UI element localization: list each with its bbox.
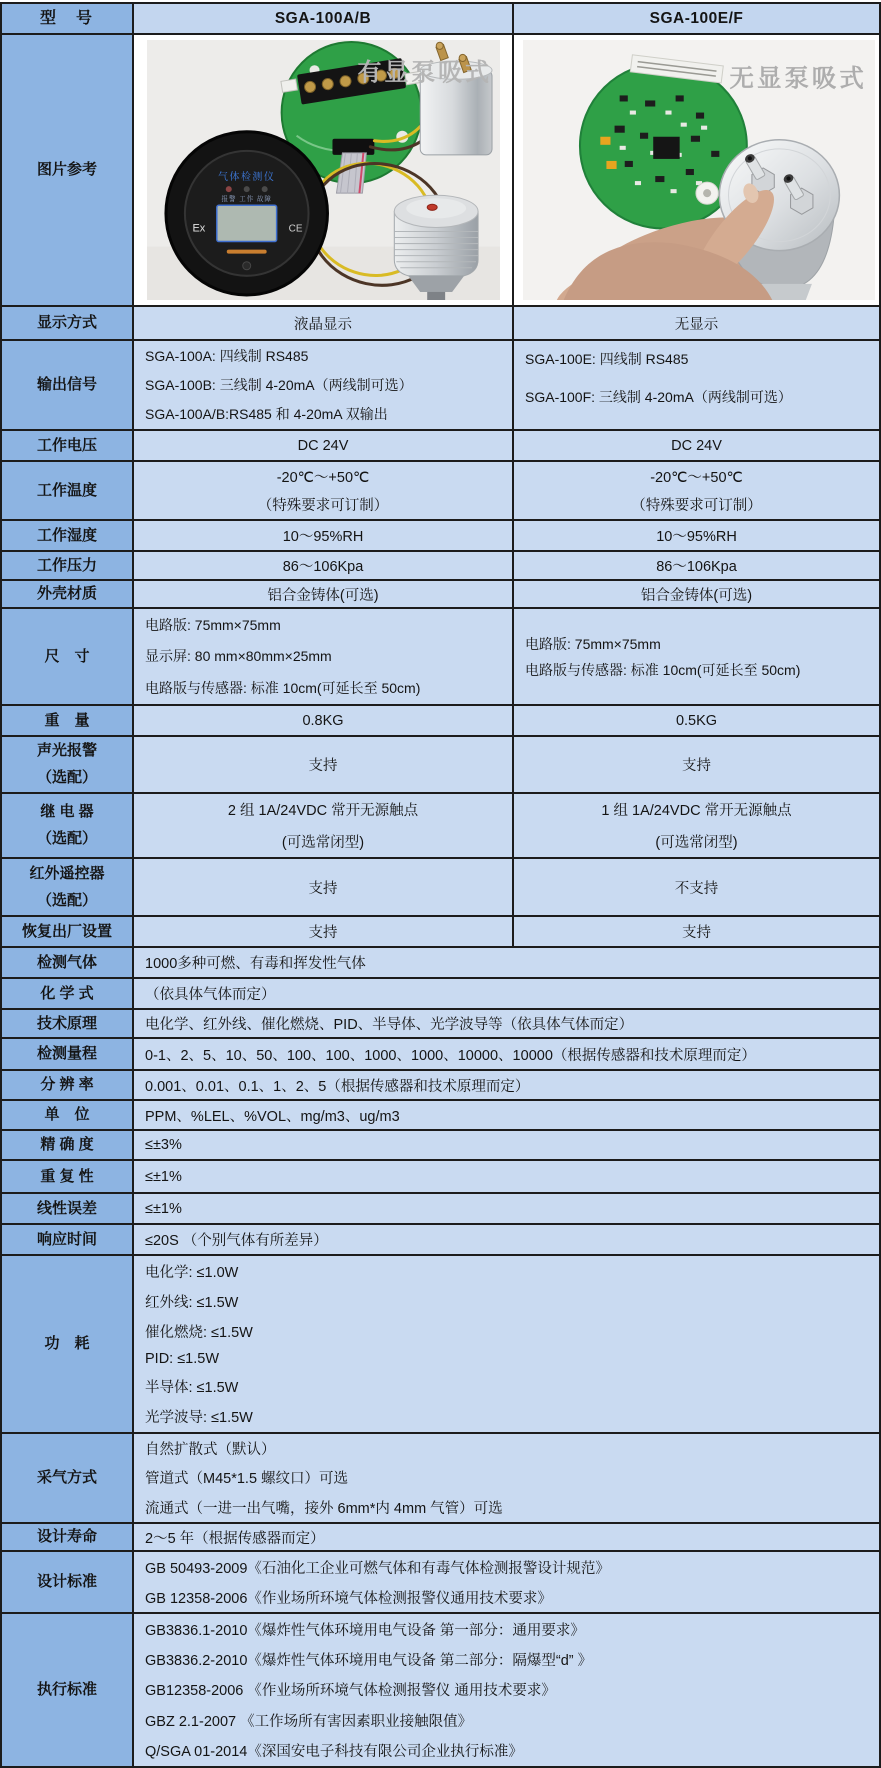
value-line: （特殊要求可订制） bbox=[631, 498, 762, 515]
gas-detector-gauge-illustration bbox=[166, 132, 328, 295]
value-line: （特殊要求可订制） bbox=[257, 498, 389, 515]
row-label: 外壳材质 bbox=[2, 581, 134, 607]
value-line: -20℃～+50℃ bbox=[650, 469, 743, 486]
row-working-humidity bbox=[2, 521, 879, 552]
value-right bbox=[514, 794, 879, 857]
value-line: 红外线: ≤1.5W bbox=[145, 1294, 239, 1311]
watermark-left: 有显泵吸式 bbox=[357, 59, 493, 87]
row-label-line: 继 电 器 bbox=[40, 803, 94, 820]
value-line: GBZ 2.1-2007 《工作场所有害因素职业接触限值》 bbox=[145, 1713, 473, 1730]
header-model-label: 型 号 bbox=[2, 4, 134, 33]
row-value: 0-1、2、5、10、50、100、100、1000、1000、10000、10000（根据传感器和技术原理而定） bbox=[134, 1039, 879, 1069]
row-label: 响应时间 bbox=[2, 1225, 134, 1254]
value-left: 铝合金铸体(可选) bbox=[134, 581, 514, 607]
value-left bbox=[134, 462, 514, 519]
row-accuracy bbox=[2, 1131, 879, 1161]
spec-table bbox=[0, 2, 881, 1768]
value-line: SGA-100A: 四线制 RS485 bbox=[145, 347, 309, 364]
value-left: 支持 bbox=[134, 737, 514, 792]
value-line: 显示屏: 80 mm×80mm×25mm bbox=[145, 648, 332, 665]
value-right: DC 24V bbox=[514, 431, 879, 460]
value-line: 电路版与传感器: 标准 10cm(可延长至 50cm) bbox=[145, 680, 421, 697]
row-value: （依具体气体而定） bbox=[134, 979, 879, 1008]
row-label: 单 位 bbox=[2, 1101, 134, 1129]
row-label: 执行标准 bbox=[2, 1614, 134, 1766]
row-label: 设计寿命 bbox=[2, 1524, 134, 1550]
row-factory-reset bbox=[2, 917, 879, 948]
gauge-ce-mark: CE bbox=[288, 223, 303, 235]
row-label: 精 确 度 bbox=[2, 1131, 134, 1159]
row-value bbox=[134, 1614, 879, 1766]
value-right: 铝合金铸体(可选) bbox=[514, 581, 879, 607]
gauge-maker-text bbox=[227, 250, 267, 254]
value-right: 不支持 bbox=[514, 859, 879, 915]
value-left bbox=[134, 609, 514, 704]
value-line: Q/SGA 01-2014《深国安电子科技有限公司企业执行标准》 bbox=[145, 1744, 523, 1761]
value-left: 支持 bbox=[134, 859, 514, 915]
value-left: 86～106Kpa bbox=[134, 552, 514, 579]
row-label-line: 声光报警 bbox=[36, 742, 97, 759]
value-line: -20℃～+50℃ bbox=[276, 469, 370, 486]
value-line: 2 组 1A/24VDC 常开无源触点 bbox=[227, 803, 419, 820]
watermark-right: 无显泵吸式 bbox=[729, 65, 867, 93]
row-repeatability bbox=[2, 1161, 879, 1194]
row-detected-gas bbox=[2, 948, 879, 979]
row-display-mode bbox=[2, 307, 879, 341]
value-line: 流通式（一进一出气嘴，接外 6mm*内 4mm 气管）可选 bbox=[145, 1500, 503, 1517]
row-label bbox=[2, 737, 134, 792]
row-housing bbox=[2, 581, 879, 609]
value-left: 液晶显示 bbox=[134, 307, 514, 339]
row-label: 重 量 bbox=[2, 706, 134, 735]
value-line: 电路版与传感器: 标准 10cm(可延长至 50cm) bbox=[525, 661, 801, 678]
value-right: 无显示 bbox=[514, 307, 879, 339]
row-label: 采气方式 bbox=[2, 1434, 134, 1522]
row-working-voltage bbox=[2, 431, 879, 462]
row-value bbox=[134, 1434, 879, 1522]
value-right: 86～106Kpa bbox=[514, 552, 879, 579]
product-photo-sga100ef bbox=[523, 40, 875, 300]
value-line: 催化燃烧: ≤1.5W bbox=[145, 1324, 253, 1341]
value-line: 电路版: 75mm×75mm bbox=[525, 635, 661, 652]
row-label: 尺 寸 bbox=[2, 609, 134, 704]
row-output-signal bbox=[2, 341, 879, 431]
row-value: 1000多种可燃、有毒和挥发性气体 bbox=[134, 948, 879, 977]
row-value: ≤±3% bbox=[134, 1131, 879, 1159]
value-line: (可选常闭型) bbox=[281, 834, 365, 851]
row-weight bbox=[2, 706, 879, 737]
row-value: ≤±1% bbox=[134, 1161, 879, 1192]
row-label-line: （选配） bbox=[36, 830, 97, 847]
row-value: 2～5 年（根据传感器而定） bbox=[134, 1524, 879, 1550]
row-sound-light-alarm bbox=[2, 737, 879, 794]
row-label-line: （选配） bbox=[36, 769, 97, 786]
value-line: 电路版: 75mm×75mm bbox=[145, 616, 281, 633]
row-value bbox=[134, 1552, 879, 1612]
value-line: (可选常闭型) bbox=[655, 834, 738, 851]
row-range bbox=[2, 1039, 879, 1071]
row-linearity bbox=[2, 1194, 879, 1225]
value-line: SGA-100B: 三线制 4-20mA（两线制可选） bbox=[145, 376, 413, 393]
row-value: 0.001、0.01、0.1、1、2、5（根据传感器和技术原理而定） bbox=[134, 1071, 879, 1099]
gauge-ex-mark: Ex bbox=[192, 222, 206, 235]
row-label: 线性误差 bbox=[2, 1194, 134, 1223]
gauge-led-labels: 报警 工作 故障 bbox=[221, 196, 272, 204]
row-working-temp bbox=[2, 462, 879, 521]
row-label: 化 学 式 bbox=[2, 979, 134, 1008]
row-value: ≤20S （个别气体有所差异） bbox=[134, 1225, 879, 1254]
row-label: 工作温度 bbox=[2, 462, 134, 519]
row-label: 恢复出厂设置 bbox=[2, 917, 134, 946]
value-line: 管道式（M45*1.5 螺纹口）可选 bbox=[145, 1471, 349, 1488]
product-photo-sga100ab bbox=[147, 40, 500, 300]
row-label: 显示方式 bbox=[2, 307, 134, 339]
row-working-pressure bbox=[2, 552, 879, 581]
image-row bbox=[2, 35, 879, 307]
value-line: GB12358-2006 《作业场所环境气体检测报警仪 通用技术要求》 bbox=[145, 1683, 556, 1700]
row-value: PPM、%LEL、%VOL、mg/m3、ug/m3 bbox=[134, 1101, 879, 1129]
header-model-ef: SGA-100E/F bbox=[514, 4, 879, 33]
value-line: SGA-100F: 三线制 4-20mA（两线制可选） bbox=[525, 389, 792, 405]
row-label: 工作电压 bbox=[2, 431, 134, 460]
value-line: GB 12358-2006《作业场所环境气体检测报警仪通用技术要求》 bbox=[145, 1590, 552, 1607]
value-right: 0.5KG bbox=[514, 706, 879, 735]
photo-cell-left bbox=[134, 35, 514, 305]
row-technology bbox=[2, 1010, 879, 1039]
value-left: 0.8KG bbox=[134, 706, 514, 735]
row-exec-standard bbox=[2, 1614, 879, 1766]
row-response-time bbox=[2, 1225, 879, 1256]
value-line: GB 50493-2009《石油化工企业可燃气体和有毒气体检测报警设计规范》 bbox=[145, 1560, 610, 1577]
row-label: 重 复 性 bbox=[2, 1161, 134, 1192]
row-value bbox=[134, 1256, 879, 1432]
value-line: GB3836.2-2010《爆炸性气体环境用电气设备 第二部分：隔爆型“d” 》 bbox=[145, 1653, 593, 1670]
value-right bbox=[514, 609, 879, 704]
row-unit bbox=[2, 1101, 879, 1131]
value-line: SGA-100E: 四线制 RS485 bbox=[525, 351, 689, 367]
value-line: 光学波导: ≤1.5W bbox=[145, 1410, 253, 1427]
value-line: GB3836.1-2010《爆炸性气体环境用电气设备 第一部分：通用要求》 bbox=[145, 1622, 585, 1639]
row-label: 工作湿度 bbox=[2, 521, 134, 550]
row-label-image: 图片参考 bbox=[2, 35, 134, 305]
value-left bbox=[134, 341, 514, 429]
row-label: 技术原理 bbox=[2, 1010, 134, 1037]
row-label: 设计标准 bbox=[2, 1552, 134, 1612]
row-ir-remote bbox=[2, 859, 879, 917]
value-left: DC 24V bbox=[134, 431, 514, 460]
row-label: 分 辨 率 bbox=[2, 1071, 134, 1099]
row-sampling bbox=[2, 1434, 879, 1524]
value-left: 10～95%RH bbox=[134, 521, 514, 550]
row-label bbox=[2, 794, 134, 857]
row-power-consumption bbox=[2, 1256, 879, 1434]
photo-cell-right bbox=[514, 35, 879, 305]
row-label: 检测量程 bbox=[2, 1039, 134, 1069]
value-line: 1 组 1A/24VDC 常开无源触点 bbox=[601, 803, 792, 820]
row-relay bbox=[2, 794, 879, 859]
row-label bbox=[2, 859, 134, 915]
value-right bbox=[514, 341, 879, 429]
header-model-ab: SGA-100A/B bbox=[134, 4, 514, 33]
row-resolution bbox=[2, 1071, 879, 1101]
row-value: 电化学、红外线、催化燃烧、PID、半导体、光学波导等（依具体气体而定） bbox=[134, 1010, 879, 1037]
row-label: 输出信号 bbox=[2, 341, 134, 429]
value-line: 自然扩散式（默认） bbox=[145, 1442, 276, 1459]
row-label: 工作压力 bbox=[2, 552, 134, 579]
row-design-life bbox=[2, 1524, 879, 1552]
row-label: 检测气体 bbox=[2, 948, 134, 977]
value-line: 电化学: ≤1.0W bbox=[145, 1264, 239, 1281]
value-line: PID: ≤1.5W bbox=[145, 1351, 220, 1368]
value-line: 半导体: ≤1.5W bbox=[145, 1380, 239, 1397]
row-label: 功 耗 bbox=[2, 1256, 134, 1432]
value-left bbox=[134, 794, 514, 857]
row-label-line: （选配） bbox=[36, 891, 97, 909]
value-right bbox=[514, 462, 879, 519]
value-right: 支持 bbox=[514, 917, 879, 946]
value-left: 支持 bbox=[134, 917, 514, 946]
value-line: SGA-100A/B:RS485 和 4-20mA 双输出 bbox=[145, 406, 388, 423]
row-design-standard bbox=[2, 1552, 879, 1614]
value-right: 支持 bbox=[514, 737, 879, 792]
gauge-title: 气体检测仪 bbox=[218, 172, 276, 184]
value-right: 10～95%RH bbox=[514, 521, 879, 550]
row-value: ≤±1% bbox=[134, 1194, 879, 1223]
row-label-line: 红外遥控器 bbox=[29, 864, 105, 882]
table-header-row bbox=[2, 4, 879, 35]
row-chemical-formula bbox=[2, 979, 879, 1010]
row-dimensions bbox=[2, 609, 879, 706]
